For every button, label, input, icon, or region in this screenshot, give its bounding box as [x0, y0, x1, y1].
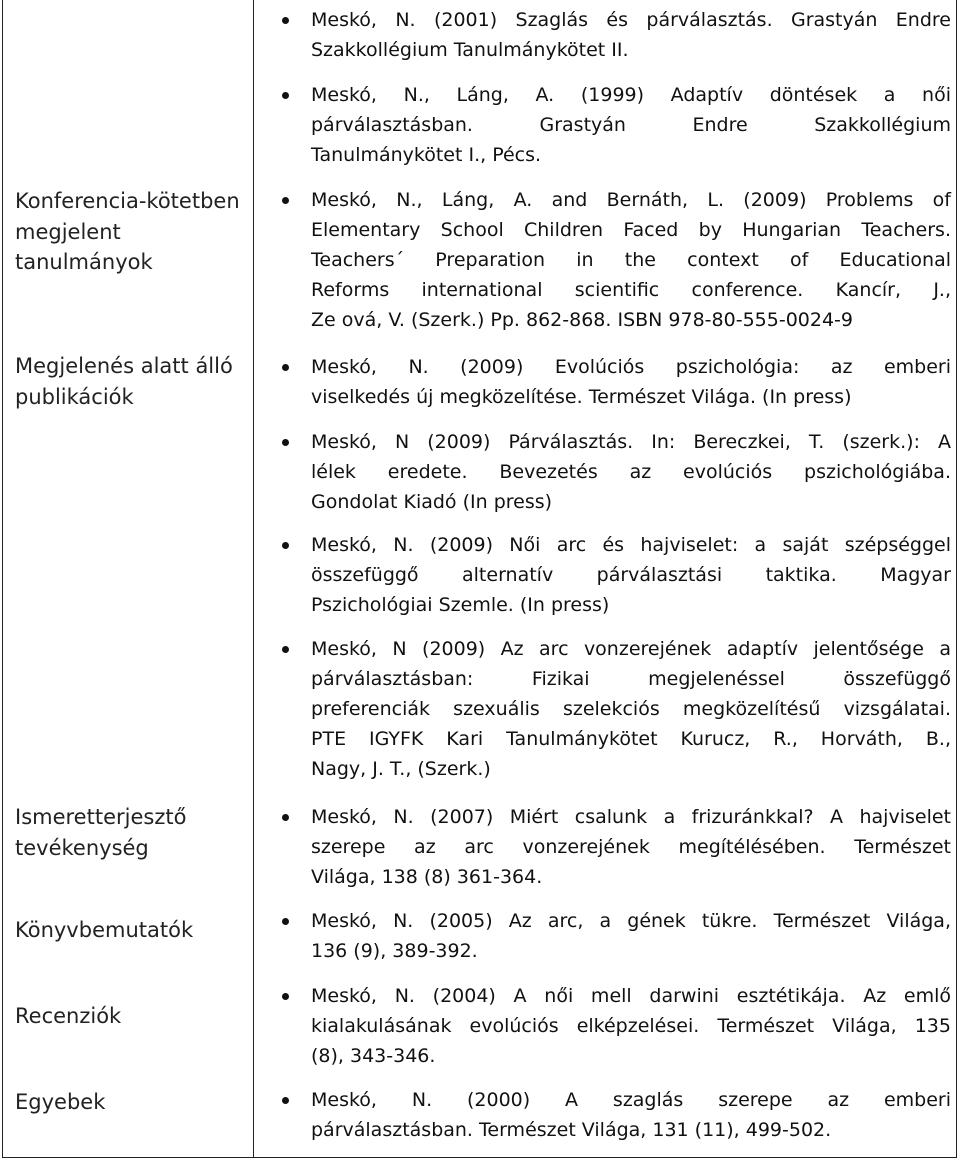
sidebar-label-line: megjelent — [15, 219, 121, 244]
sidebar-label-line: tanulmányok — [15, 250, 153, 274]
entry-text: Meskó, N. (2009) Evolúciós pszichológia: az emberi viselkedés új megközelítése. Természet Világa. (In press) — [311, 356, 951, 408]
sidebar-label-forthcoming — [15, 351, 245, 412]
entry-text: Meskó, N. (2004) A női mell darwini esztétikája. Az emlő kialakulásának evolúciós elképzelései. Természet Világa, 135 (8), 343-346. — [311, 985, 951, 1067]
bullet-icon — [263, 80, 307, 110]
entry-text: Meskó, N. (2000) A szaglás szerepe az emberi párválasztásban. Természet Világa, 131 (11), 499-502. — [311, 1089, 951, 1141]
bullet-icon — [263, 185, 307, 215]
sidebar-label-books — [15, 915, 245, 946]
bullet-icon — [263, 5, 307, 35]
publication-entry — [263, 5, 951, 65]
publication-entry — [263, 981, 951, 1071]
sidebar-label-other — [15, 1087, 245, 1118]
sidebar-label-line: Megjelenés alatt álló — [15, 354, 233, 378]
publication-entry — [263, 906, 951, 966]
sidebar-label-line: Ismeretterjesztő — [15, 805, 187, 829]
bullet-icon — [263, 530, 307, 560]
sidebar-label-line: tevékenység — [15, 835, 149, 860]
sidebar-label-line: Egyebek — [15, 1090, 106, 1114]
entry-text: Meskó, N. (2009) Női arc és hajviselet: a saját szépséggel összefüggő alternatív párválasztási taktika. Magyar Pszichológiai Szemle. (In press) — [311, 534, 951, 616]
entry-text: Meskó, N (2009) Az arc vonzerejének adaptív jelentősége a párválasztásban: Fizikai megjelenéssel összefüggő preferenciák szexuális szelekciós megközelítésű vizsgálatai. PTE IGYFK Kari Tanulmánykötet Kurucz, R., Horváth, B., Nagy, J. T., (Szerk.) — [311, 638, 951, 780]
column-divider — [253, 0, 254, 1158]
sidebar-label-conference — [15, 186, 245, 278]
bullet-icon — [263, 634, 307, 664]
entry-text: Meskó, N., Láng, A. (1999) Adaptív döntések a női párválasztásban. Grastyán Endre Szakkollégium Tanulmánykötet I., Pécs. — [311, 84, 951, 166]
entry-text: Meskó, N. (2005) Az arc, a gének tükre. Természet Világa, 136 (9), 389-392. — [311, 910, 951, 962]
bullet-icon — [263, 352, 307, 382]
bullet-icon — [263, 802, 307, 832]
sidebar-label-line: publikációk — [15, 384, 134, 409]
publication-entry — [263, 427, 951, 517]
bullet-icon — [263, 1085, 307, 1115]
sidebar-label-line: Recenziók — [15, 1004, 122, 1028]
sidebar-label-line: Konferencia-kötetben — [15, 189, 240, 213]
sidebar-label-line: Könyvbemutatók — [15, 918, 194, 942]
publication-entry — [263, 1085, 951, 1145]
entry-text: Meskó, N. (2007) Miért csalunk a frizuránkkal? A hajviselet szerepe az arc vonzerejének megítélésében. Természet Világa, 138 (8) 361-364. — [311, 806, 951, 888]
publication-entry — [263, 802, 951, 892]
publication-entry — [263, 352, 951, 412]
entry-text: Meskó, N., Láng, A. and Bernáth, L. (2009) Problems of Elementary School Children Faced by Hungarian Teachers. Teachers´ Preparation in the context of Educational Reforms international scientific conference. Kancír, J., Ze ová, V. (Szerk.) Pp. 862-868. ISBN 978-80-555-0024-9 — [311, 189, 951, 331]
bullet-icon — [263, 427, 307, 457]
publication-entry — [263, 80, 951, 170]
bullet-icon — [263, 906, 307, 936]
publication-entry — [263, 634, 951, 784]
publication-entry — [263, 530, 951, 620]
publication-entry — [263, 185, 951, 335]
entry-text: Meskó, N. (2001) Szaglás és párválasztás. Grastyán Endre Szakkollégium Tanulmánykötet II. — [311, 9, 951, 61]
entry-text: Meskó, N (2009) Párválasztás. In: Bereczkei, T. (szerk.): A lélek eredete. Bevezetés az evolúciós pszichológiába. Gondolat Kiadó (In press) — [311, 431, 951, 513]
bullet-icon — [263, 981, 307, 1011]
sidebar-label-outreach — [15, 802, 245, 863]
sidebar-label-reviews — [15, 1001, 245, 1032]
